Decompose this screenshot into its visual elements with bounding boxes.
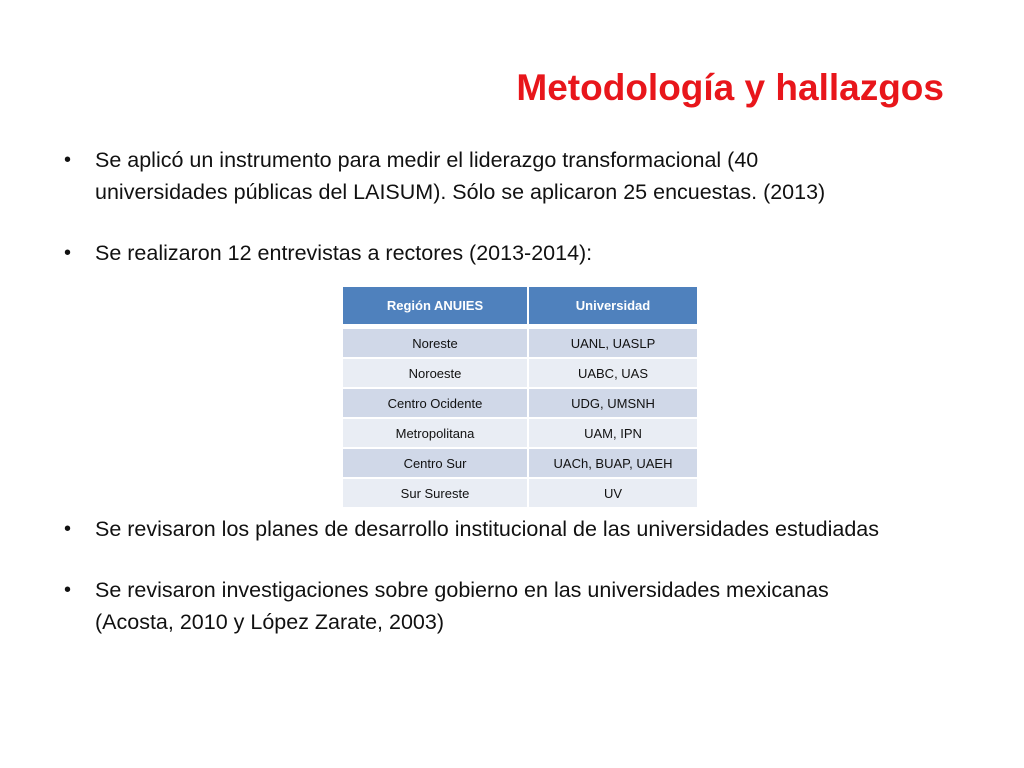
bullet-text-line: Se aplicó un instrumento para medir el liderazgo transformacional (40 (95, 148, 759, 172)
table-cell-university: UAM, IPN (529, 417, 697, 447)
universities-by-region-table (343, 287, 697, 507)
bullet-text-line: universidades públicas del LAISUM). Sólo se aplicaron 25 encuestas. (2013) (95, 180, 826, 204)
table-row (343, 447, 697, 477)
table-cell-region: Centro Ocidente (343, 387, 529, 417)
bullet-marker: • (64, 149, 72, 171)
table-row (343, 357, 697, 387)
bullet-text-line: Se revisaron investigaciones sobre gobierno en las universidades mexicanas (95, 578, 829, 602)
table-row (343, 327, 697, 357)
table-cell-region: Noroeste (343, 357, 529, 387)
column-header-region: Región ANUIES (343, 287, 529, 327)
bullet-item-instrument (64, 144, 964, 208)
table-row (343, 417, 697, 447)
table-cell-university: UV (529, 477, 697, 507)
table-row (343, 477, 697, 507)
column-header-university: Universidad (529, 287, 697, 327)
table-cell-region: Centro Sur (343, 447, 529, 477)
slide-title: Metodología y hallazgos (516, 67, 944, 108)
table-cell-university: UANL, UASLP (529, 327, 697, 357)
table-row (343, 387, 697, 417)
bullet-marker: • (64, 579, 72, 601)
bullet-item-interviews (64, 237, 964, 269)
bullet-marker: • (64, 242, 72, 264)
bullet-text-line: Se realizaron 12 entrevistas a rectores (2013-2014): (95, 241, 593, 265)
bullet-text-line: Se revisaron los planes de desarrollo institucional de las universidades estudiadas (95, 517, 880, 541)
bullet-item-plans (64, 513, 964, 545)
bullet-item-research (64, 574, 964, 638)
table-cell-university: UABC, UAS (529, 357, 697, 387)
table-cell-region: Sur Sureste (343, 477, 529, 507)
table-cell-region: Metropolitana (343, 417, 529, 447)
table-cell-university: UDG, UMSNH (529, 387, 697, 417)
bullet-marker: • (64, 518, 72, 540)
table-cell-university: UACh, BUAP, UAEH (529, 447, 697, 477)
bullet-text-line: (Acosta, 2010 y López Zarate, 2003) (95, 610, 444, 634)
table-header-row (343, 287, 697, 327)
table-cell-region: Noreste (343, 327, 529, 357)
